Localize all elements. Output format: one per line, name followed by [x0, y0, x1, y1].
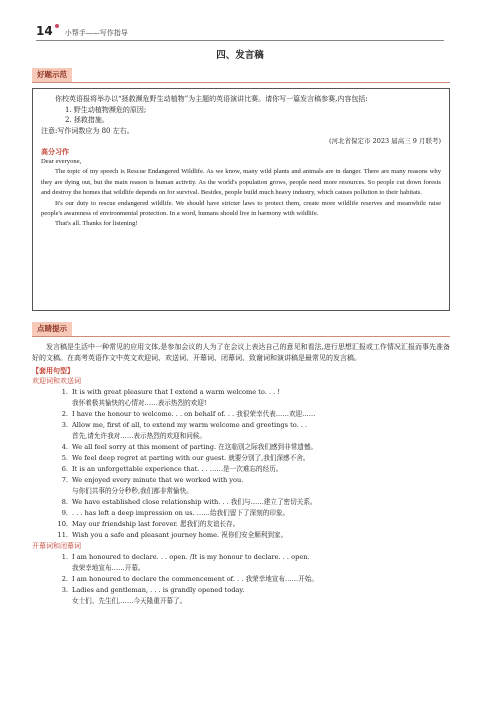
page-number: 14: [36, 24, 59, 38]
list-item: [32, 585, 450, 596]
item-number: 4.: [61, 443, 68, 451]
prompt-point: 2. 拯救措施。: [65, 116, 109, 124]
tips-section: [32, 342, 450, 607]
list-item: [32, 420, 450, 431]
list-item: [32, 508, 450, 519]
essay-paragraph: That's all. Thanks for listening!: [55, 220, 138, 228]
item-text: It is with great pleasure that I extend a warm welcome to. . . !: [72, 388, 280, 396]
pattern-heading: 【套用句型】: [32, 366, 74, 375]
prompt-note: 注意:写作词数应为 80 左右。: [41, 126, 134, 135]
item-text: We all feel sorry at this moment of parting. 在这临别之际我们感到非常遗憾。: [72, 443, 318, 451]
item-number: 5.: [61, 454, 68, 462]
essay-paragraph: The topic of my speech is Rescue Endangered Wildlife. As we know, many wild plants and animals are in danger. There are many reasons why they are dying out, but the main reason is human activity. As the world's population grows, people need more resources. So people cut down forests and destroy the homes that wildlife depends on for survival. Besides, people build much heavy industry, which causes pollution to their habitats.: [41, 168, 441, 197]
item-translation: 我荣幸地宣布……开幕。: [72, 564, 145, 572]
item-number: 2.: [61, 575, 68, 583]
item-number: 10.: [57, 520, 68, 528]
item-number: 6.: [61, 465, 68, 473]
item-number: 7.: [61, 476, 68, 484]
item-translation: 我怀着极其愉快的心情对……表示热烈的欢迎!: [72, 399, 207, 407]
header-divider: [36, 40, 444, 41]
list-item: [32, 530, 450, 541]
list-item: [32, 552, 450, 563]
item-number: 8.: [61, 498, 68, 506]
item-number: 2.: [61, 410, 68, 418]
tag-divider: [32, 336, 450, 337]
item-text: It is an unforgettable experience that. . . ……是一次难忘的经历。: [72, 465, 283, 473]
item-text: I have the honour to welcome. . . on behalf of. . . 我很荣幸代表……欢迎……: [72, 410, 316, 418]
item-number: 1.: [61, 388, 68, 396]
tag-tips: 点睛提示: [32, 322, 72, 336]
page-header: [36, 24, 128, 38]
essay-paragraph: It's our duty to rescue endangered wildlife. We should have stricter laws to protect them, create more wildlife reserves and meanwhile raise people's awareness of environmental protection. In a word, humans should live in harmony with wildlife.: [41, 199, 441, 218]
opening-heading: 开幕词和闭幕词: [32, 542, 81, 550]
item-text: May our friendship last forever. 愿我们的友谊长存。: [72, 520, 240, 528]
prompt-source: (河北省保定市 2023 届高三 9 月联考): [328, 137, 441, 145]
list-item: [32, 464, 450, 475]
list-item: [32, 497, 450, 508]
list-item: [32, 453, 450, 464]
prompt-point: 1. 野生动植物濒危的原因;: [65, 105, 147, 114]
prompt-text: 你校英语报将举办以“拯救濒危野生动植物”为主题的英语演讲比赛。请你写一篇发言稿参赛,内容包括:: [55, 95, 368, 103]
tag-divider: [32, 82, 450, 83]
list-item: [32, 387, 450, 398]
item-translation: 女士们、先生们,……今天隆重开幕了。: [72, 597, 187, 605]
item-text: I am honoured to declare the commencement of. . . 我荣幸地宣布……开始。: [72, 575, 318, 583]
item-text: We feel deep regret at parting with our guest. 就要分别了,我们深感不舍。: [72, 454, 310, 462]
list-item: [32, 475, 450, 486]
list-item: [32, 409, 450, 420]
opening-list: [32, 552, 450, 607]
item-number: 3.: [61, 586, 68, 594]
list-item: [32, 442, 450, 453]
section-title: 四、发言稿: [216, 50, 264, 61]
item-text: We enjoyed every minute that we worked with you.: [72, 476, 244, 484]
example-box: [32, 88, 450, 311]
essay-greeting: Dear everyone,: [41, 158, 82, 165]
essay-heading: 高分习作: [41, 147, 69, 156]
item-text: We have established close relationship with. . . 我们与……建立了密切关系。: [72, 498, 317, 506]
item-text: Wish you a safe and pleasant journey home. 祝你们安全顺利到家。: [72, 531, 288, 539]
welcome-list: [32, 387, 450, 541]
tag-example: 好题示范: [32, 68, 72, 82]
item-text: . . . has left a deep impression on us. ……给我们留下了深刻的印象。: [72, 509, 290, 517]
tips-intro: 发言稿是生活中一种常见的应用文体,是参加会议的人为了在会议上表达自己的意见和看法,进行思想汇报或工作情况汇报而事先准备好的文稿。在高考英语作文中英文欢迎词、欢送词、开幕词、闭幕词、致谢词和演讲稿是最常见的发言稿。: [32, 343, 450, 362]
item-text: Allow me, first of all, to extend my warm welcome and greetings to. . .: [72, 421, 308, 429]
item-number: 9.: [61, 509, 68, 517]
item-translation: 首先,请允许我对……表示热烈的欢迎和问候。: [72, 432, 206, 440]
item-text: Ladies and gentleman, . . . is grandly opened today.: [72, 586, 245, 594]
item-translation: 与你们共事的分分秒秒,我们都非常愉快。: [72, 487, 193, 495]
list-item: [32, 519, 450, 530]
list-item: [32, 574, 450, 585]
item-text: I am honoured to declare. . . open. /It is my honour to declare. . . open.: [72, 553, 310, 561]
item-number: 1.: [61, 553, 68, 561]
welcome-heading: 欢迎词和欢送词: [32, 377, 81, 385]
item-number: 3.: [61, 421, 68, 429]
dot-icon: [55, 24, 59, 28]
item-number: 11.: [57, 531, 68, 539]
series-title: 小帮手——写作指导: [64, 29, 128, 37]
